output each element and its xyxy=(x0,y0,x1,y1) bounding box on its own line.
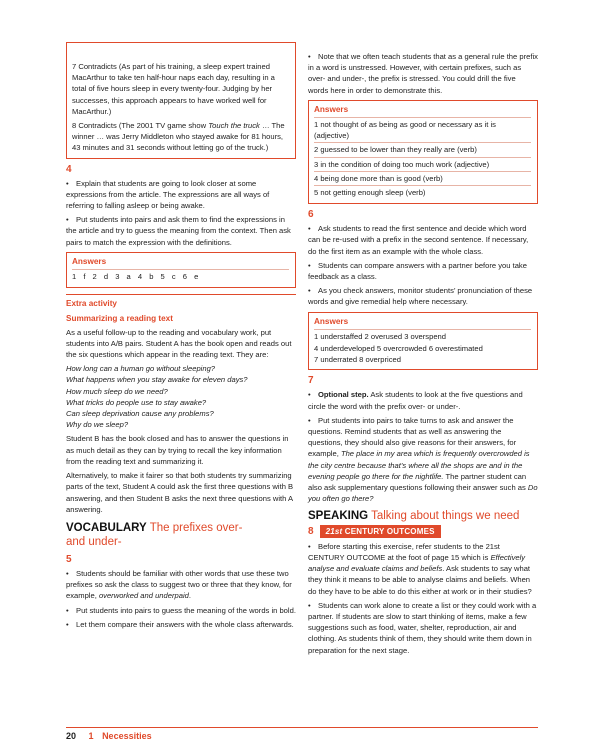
answer-row: 7 underrated 8 overpriced xyxy=(314,355,401,365)
question-list xyxy=(66,363,296,430)
question: Why do we sleep? xyxy=(66,420,129,430)
answer-item-8: 8 Contradicts (The 2001 TV game show Touch the truck … The winner … was Jerry Middleton who stayed awake for 81 hours, 43 minutes and 31 seconds without letting go of the truck.) xyxy=(72,121,285,153)
21st-century-outcomes-tag: 21st CENTURY OUTCOMES xyxy=(320,525,441,538)
chapter-number: 1 xyxy=(88,731,94,741)
answer-row: 2 guessed to be lower than they really are (verb) xyxy=(314,142,531,156)
speaking-heading: SPEAKING Talking about things we need xyxy=(308,509,520,522)
page-footer xyxy=(66,727,538,742)
section-number-5: 5 xyxy=(66,553,72,565)
extra-activity-title: Extra activity xyxy=(66,294,296,309)
bullet: • Put students into pairs to guess the meaning of the words in bold. xyxy=(66,605,296,615)
answer-row: 3 in the condition of doing too much work (adjective) xyxy=(314,157,531,171)
section-number-4: 4 xyxy=(66,163,72,175)
answer-row: 5 not getting enough sleep (verb) xyxy=(314,185,531,199)
outcome-row xyxy=(308,525,538,538)
bullet: • Let them compare their answers with the whole class afterwards. xyxy=(66,619,294,629)
answers-box-continued xyxy=(66,42,296,159)
bullet: • Optional step. Ask students to look at the five questions and circle the word with the prefix over- or under-. xyxy=(308,390,523,411)
bullet: • Put students into pairs to take turns to ask and answer the questions. Remind students that as well as answering the questions, they should also give reasons for their answers, for example, The place in my area which is frequently overcrowded is the city centre because that’s where all the shops are and in the evening people go there for the nightlife. The partner student can also ask supplementary questions following their answer such as Do you often go there? xyxy=(308,415,538,504)
answer-row: 4 underdeveloped 5 overcrowded 6 overestimated xyxy=(314,344,483,354)
answers-title: Answers xyxy=(72,256,107,266)
chapter-title: Necessities xyxy=(102,731,152,741)
extra-paragraph-1: As a useful follow-up to the reading and vocabulary work, put students into A/B pairs. Student A has the book open and reads out the six questions which appear in the reading text. They are: xyxy=(66,327,292,360)
answers-box-4 xyxy=(66,252,296,288)
vocabulary-heading: VOCABULARY The prefixes over- and under- xyxy=(66,521,243,548)
bullet-note: • Note that we often teach students that as a general rule the prefix in a word is unstressed. However, with certain prefixes, such as over- and under-, the prefix is stressed. You could drill the five words here in order to demonstrate this. xyxy=(308,52,538,95)
answers-line: 1 f 2 d 3 a 4 b 5 c 6 e xyxy=(72,269,289,283)
show-title: Touch the truck xyxy=(208,121,260,131)
answers-title: Answers xyxy=(314,104,349,114)
extra-activity-subtitle: Summarizing a reading text xyxy=(66,314,173,324)
bullet: • Explain that students are going to look closer at some expressions from the article. The expressions are all ways of referring to falling asleep or being awake. xyxy=(66,178,270,211)
left-column xyxy=(66,42,296,633)
section-number-6: 6 xyxy=(308,209,314,221)
bullet: • As you check answers, monitor students’ pronunciation of these words and give remedial help where necessary. xyxy=(308,286,533,307)
bullet: • Students can work alone to create a list or they could work with a partner. If students are slow to start thinking of items, make a few suggestions such as food, water, shelter, reproduction, air and clothing. As students think of them, they should write them down in preparation for the next stage. xyxy=(308,600,537,655)
bullet: • Before starting this exercise, refer students to the 21st CENTURY OUTCOME at the foot of page 15 which is Effectively analyse and evaluate claims and beliefs. Ask students to say what they think it means to be able to analyse claims and beliefs. When do they have to be able to do this either at work or in their studies? xyxy=(308,541,532,596)
answers-box-5 xyxy=(308,100,538,204)
extra-paragraph-3: Alternatively, to make it fairer so that both students try summarizing parts of the text, Student A could ask the first three questions with B answering, and then Student B asks the next three questions with A answering. xyxy=(66,471,294,514)
question: How much sleep do we need? xyxy=(66,386,168,396)
section-number-7: 7 xyxy=(308,375,314,387)
answer-item-7: 7 Contradicts (As part of his training, a sleep expert trained MacArthur to take ten half-hour naps each day, resulting in a total of five hours sleep in every twenty-four. Judging by her successes, this approach appears to have worked well for MacArthur.) xyxy=(72,62,275,116)
bullet: • Put students into pairs and ask them to find the expressions in the article and try to guess the meaning from the context. Then ask pairs to match the expression with the definitions. xyxy=(66,215,291,247)
question: Can sleep deprivation cause any problems? xyxy=(66,409,214,419)
answer-row: 1 not thought of as being as good or necessary as it is (adjective) xyxy=(314,117,531,142)
answers-box-6 xyxy=(308,312,538,371)
question: How long can a human go without sleeping? xyxy=(66,364,216,374)
right-column xyxy=(308,42,538,659)
question: What happens when you stay awake for eleven days? xyxy=(66,375,248,385)
bullet: • Students should be familiar with other words that use these two prefixes so ask the class to suggest two or three that they know, for example, overworked and underpaid. xyxy=(66,568,292,601)
page-number: 20 xyxy=(66,731,77,741)
answer-row: 1 understaffed 2 overused 3 overspend xyxy=(314,329,531,343)
question: What tricks do people use to stay awake? xyxy=(66,397,207,407)
bullet: • Ask students to read the first sentence and decide which word can be re-used with a prefix in the second sentence. If necessary, do the first item as an example with the whole class. xyxy=(308,224,529,256)
section-number-8: 8 xyxy=(308,525,314,537)
extra-paragraph-2: Student B has the book closed and has to answer the questions in as much detail as they can by trying to recall the key information from the reading text and summarizing it. xyxy=(66,434,289,466)
answer-row: 4 being done more than is good (verb) xyxy=(314,171,531,185)
answers-title: Answers xyxy=(314,316,349,326)
bullet: • Students can compare answers with a partner before you take feedback as a class. xyxy=(308,260,527,282)
